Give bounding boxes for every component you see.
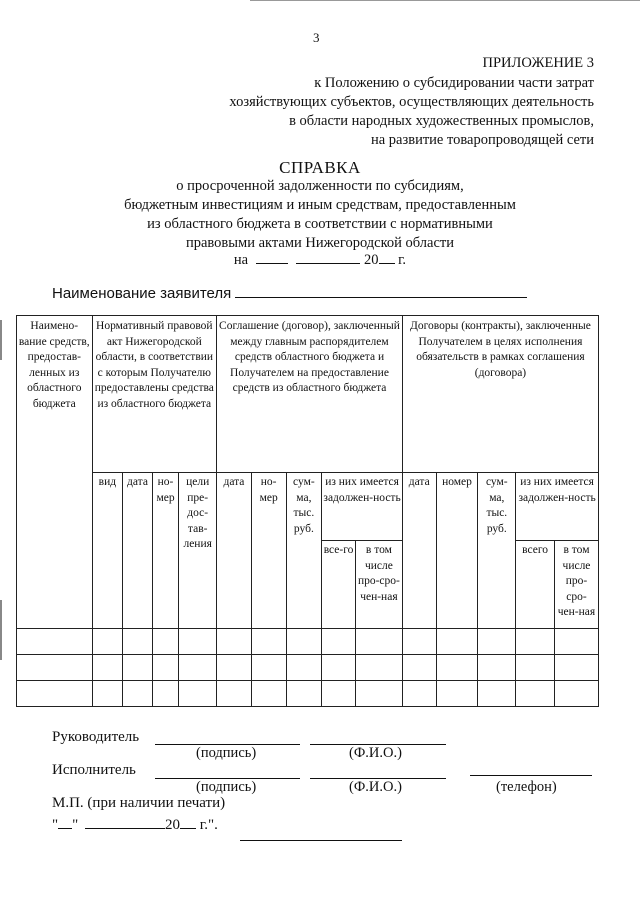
end-rule (240, 840, 402, 841)
col-agreement-number: но-мер (251, 473, 286, 629)
appendix-line: на развитие товаропроводящей сети (370, 132, 594, 148)
scan-edge (0, 600, 2, 660)
col-purpose: цели пре-дос-тав-ления (179, 473, 217, 629)
date-line (0, 249, 640, 269)
head-label: Руководитель (52, 729, 140, 745)
date-year: 20 (364, 252, 379, 268)
name-caption: (Ф.И.О.) (349, 779, 402, 795)
appendix-line: в области народных художественных промыслов, (289, 113, 594, 129)
date-quote-open: " (52, 817, 59, 833)
col-type: вид (92, 473, 123, 629)
seal-note: М.П. (при наличии печати) (52, 795, 226, 811)
top-rule (250, 0, 640, 1)
appendix-title: ПРИЛОЖЕНИЕ 3 (482, 55, 594, 71)
applicant-row (52, 283, 527, 302)
year-blank[interactable] (180, 814, 196, 829)
group-agreement: Соглашение (договор), заключенный между главным распорядителем средств областного бюджета и Получателем на предоставление средств из областного бюджета (217, 316, 403, 473)
subtitle-line: из областного бюджета в соответствии с нормативными (147, 216, 493, 232)
signature-caption: (подпись) (196, 745, 257, 761)
signature-caption: (подпись) (196, 779, 257, 795)
col-contract-debt-total: всего (516, 541, 555, 629)
col-number: но-мер (152, 473, 179, 629)
col-agreement-debt-overdue: в том числе про-сро-чен-ная (355, 541, 402, 629)
col-date: дата (123, 473, 153, 629)
date-year: 20 (165, 817, 180, 833)
col-agreement-sum: сум-ма, тыс. руб. (286, 473, 322, 629)
phone-caption: (телефон) (496, 779, 557, 795)
signature-date (52, 814, 218, 834)
applicant-label: Наименование заявителя (52, 285, 232, 302)
executor-phone-line[interactable] (470, 775, 592, 776)
appendix-line: к Положению о субсидировании части затрат (314, 75, 594, 91)
col-contract-debt: из них имеется задолжен-ность (516, 473, 599, 541)
table-row (17, 655, 599, 681)
table-row (17, 681, 599, 707)
subtitle-line: о просроченной задолженности по субсидиям, (176, 178, 464, 194)
debt-table (16, 315, 599, 707)
date-quote-close: " (72, 817, 79, 833)
page-number: 3 (313, 30, 320, 45)
date-suffix: г.". (199, 817, 218, 833)
appendix-line: хозяйствующих субъектов, осуществляющих деятельность (229, 94, 594, 110)
document-title: СПРАВКА (279, 158, 361, 177)
subtitle-line: правовыми актами Нижегородской области (185, 235, 455, 251)
executor-label: Исполнитель (52, 762, 136, 778)
col-contract-sum: сум-ма, тыс. руб. (478, 473, 516, 629)
day-blank[interactable] (256, 249, 288, 264)
day-blank[interactable] (58, 814, 72, 829)
year-blank[interactable] (379, 249, 395, 264)
applicant-blank[interactable] (235, 283, 527, 298)
subtitle-line: бюджетным инвестициям и иным средствам, предоставленным (124, 197, 516, 213)
col-contract-number: номер (436, 473, 478, 629)
group-normative-act: Нормативный правовой акт Нижегородской области, в соответствии с которым Получателю предоставлены средства из областного бюджета (92, 316, 217, 473)
col-funds-name: Наимено-вание средств, предостав-ленных из областного бюджета (17, 316, 93, 629)
table-row (17, 629, 599, 655)
month-blank[interactable] (296, 249, 360, 264)
col-contract-debt-overdue: в том числе про-сро-чен-ная (554, 541, 598, 629)
col-agreement-debt: из них имеется задолжен-ность (322, 473, 403, 541)
col-contract-date: дата (402, 473, 436, 629)
month-blank[interactable] (85, 814, 165, 829)
group-contracts: Договоры (контракты), заключенные Получателем в целях исполнения обязательств в рамках соглашения (договора) (402, 316, 598, 473)
date-prefix: на (233, 252, 249, 268)
date-suffix: г. (398, 252, 407, 268)
scan-edge (0, 320, 2, 360)
col-agreement-debt-total: все-го (322, 541, 356, 629)
col-agreement-date: дата (217, 473, 252, 629)
name-caption: (Ф.И.О.) (349, 745, 402, 761)
